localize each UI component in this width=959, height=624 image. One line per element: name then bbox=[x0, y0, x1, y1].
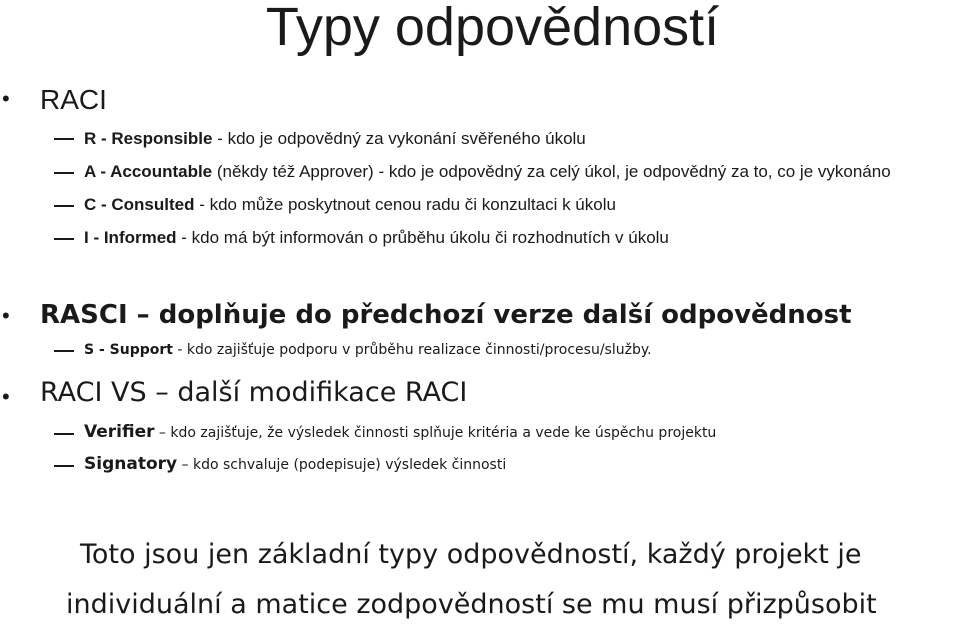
bullet-icon: • bbox=[2, 384, 10, 409]
bullet-icon: • bbox=[2, 86, 10, 111]
racivs-item-verifier bbox=[84, 421, 716, 444]
raci-item-accountable bbox=[84, 162, 891, 182]
dash-icon bbox=[54, 172, 74, 174]
footer-line-2: individuální a matice zodpovědností se mu musí přizpůsobit bbox=[66, 589, 877, 620]
rasci-item-support bbox=[84, 340, 652, 360]
dash-icon bbox=[54, 433, 74, 435]
rasci-heading bbox=[40, 300, 852, 332]
raci-item-informed bbox=[84, 228, 669, 248]
raci-key: C - Consulted bbox=[84, 195, 195, 214]
dash-icon bbox=[54, 350, 74, 352]
racivs-key: Signatory bbox=[84, 454, 178, 474]
dash-icon bbox=[54, 238, 74, 240]
racivs-desc: – kdo schvaluje (podepisuje) výsledek činnosti bbox=[177, 457, 507, 473]
raci-key: I - Informed bbox=[84, 228, 177, 247]
dash-icon bbox=[54, 138, 74, 140]
rasci-heading-text: RASCI – doplňuje do předchozí verze další odpovědnost bbox=[40, 300, 852, 330]
rasci-desc: - kdo zajišťuje podporu v průběhu realizace činnosti/procesu/služby. bbox=[172, 342, 652, 358]
raci-desc: (někdy též Approver) - kdo je odpovědný za celý úkol, je odpovědný za to, co je vykonáno bbox=[212, 162, 891, 181]
racivs-key: Verifier bbox=[84, 422, 155, 442]
bullet-icon: • bbox=[2, 303, 10, 328]
raci-heading: RACI bbox=[40, 84, 107, 115]
raci-desc: - kdo může poskytnout cenou radu či konzultaci k úkolu bbox=[194, 195, 616, 214]
dash-icon bbox=[54, 205, 74, 207]
raci-desc: - kdo je odpovědný za vykonání svěřeného úkolu bbox=[212, 129, 586, 148]
racivs-heading: RACI VS – další modifikace RACI bbox=[40, 377, 468, 408]
racivs-item-signatory bbox=[84, 453, 506, 476]
dash-icon bbox=[54, 465, 74, 467]
raci-key: R - Responsible bbox=[84, 129, 213, 148]
raci-desc: - kdo má být informován o průběhu úkolu či rozhodnutích v úkolu bbox=[176, 228, 669, 247]
raci-key: A - Accountable bbox=[84, 162, 213, 181]
raci-item-consulted bbox=[84, 195, 616, 215]
racivs-desc: – kdo zajišťuje, že výsledek činnosti splňuje kritéria a vede ke úspěchu projektu bbox=[154, 425, 717, 441]
raci-item-responsible bbox=[84, 129, 586, 149]
rasci-key: S - Support bbox=[84, 342, 173, 358]
footer-line-1: Toto jsou jen základní typy odpovědností, každý projekt je bbox=[80, 539, 862, 570]
page-title: Typy odpovědností bbox=[265, 0, 720, 57]
